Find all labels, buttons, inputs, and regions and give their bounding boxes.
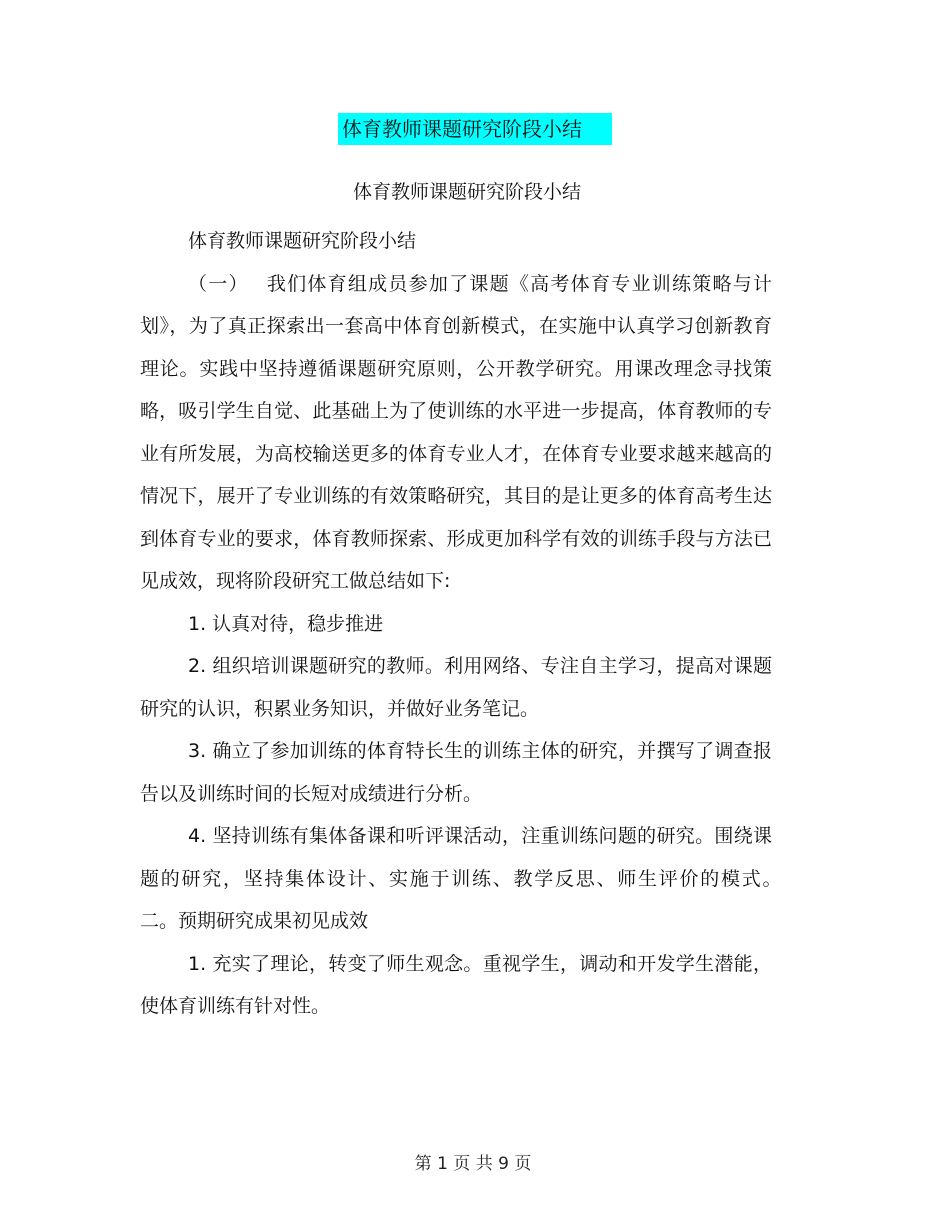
- document-title-container: [0, 113, 950, 145]
- page-footer: 第 1 页 共 9 页: [414, 1154, 532, 1174]
- document-body: [140, 220, 798, 1028]
- body-paragraph-item-3: 3. 确立了参加训练的体育特长生的训练主体的研究，并撰写了调查报告以及训练时间的长短对成绩进行分析。: [140, 740, 772, 805]
- body-paragraph-item-4: 4. 坚持训练有集体备课和听评课活动，注重训练问题的研究。围绕课题的研究，坚持集体设计、实施于训练、教学反思、师生评价的模式。 二。预期研究成果初见成效: [140, 825, 798, 932]
- body-paragraph-item-2: 2. 组织培训课题研究的教师。利用网络、专注自主学习，提高对课题研究的认识，积累业务知识，并做好业务笔记。: [140, 655, 772, 720]
- body-paragraph-result-1: 1. 充实了理论，转变了师生观念。重视学生，调动和开发学生潜能，使体育训练有针对性。: [140, 952, 772, 1017]
- body-paragraph-intro: （一） 我们体育组成员参加了课题《高考体育专业训练策略与计划》，为了真正探索出一套高中体育创新模式，在实施中认真学习创新教育理论。实践中坚持遵循课题研究原则，公开教学研究。用课改理念寻找策略，吸引学生自觉、此基础上为了使训练的水平进一步提高，体育教师的专业有所发展，为高校输送更多的体育专业人才，在体育专业要求越来越高的情况下，展开了专业训练的有效策略研究，其目的是让更多的体育高考生达到体育专业的要求，体育教师探索、形成更加科学有效的训练手段与方法已见成效，现将阶段研究工做总结如下:: [140, 272, 772, 592]
- document-subtitle: 体育教师课题研究阶段小结: [352, 181, 581, 203]
- document-title: 体育教师课题研究阶段小结: [338, 113, 612, 145]
- body-paragraph-heading: 体育教师课题研究阶段小结: [188, 230, 417, 252]
- body-paragraph-item-1: 1. 认真对待，稳步推进: [188, 612, 384, 635]
